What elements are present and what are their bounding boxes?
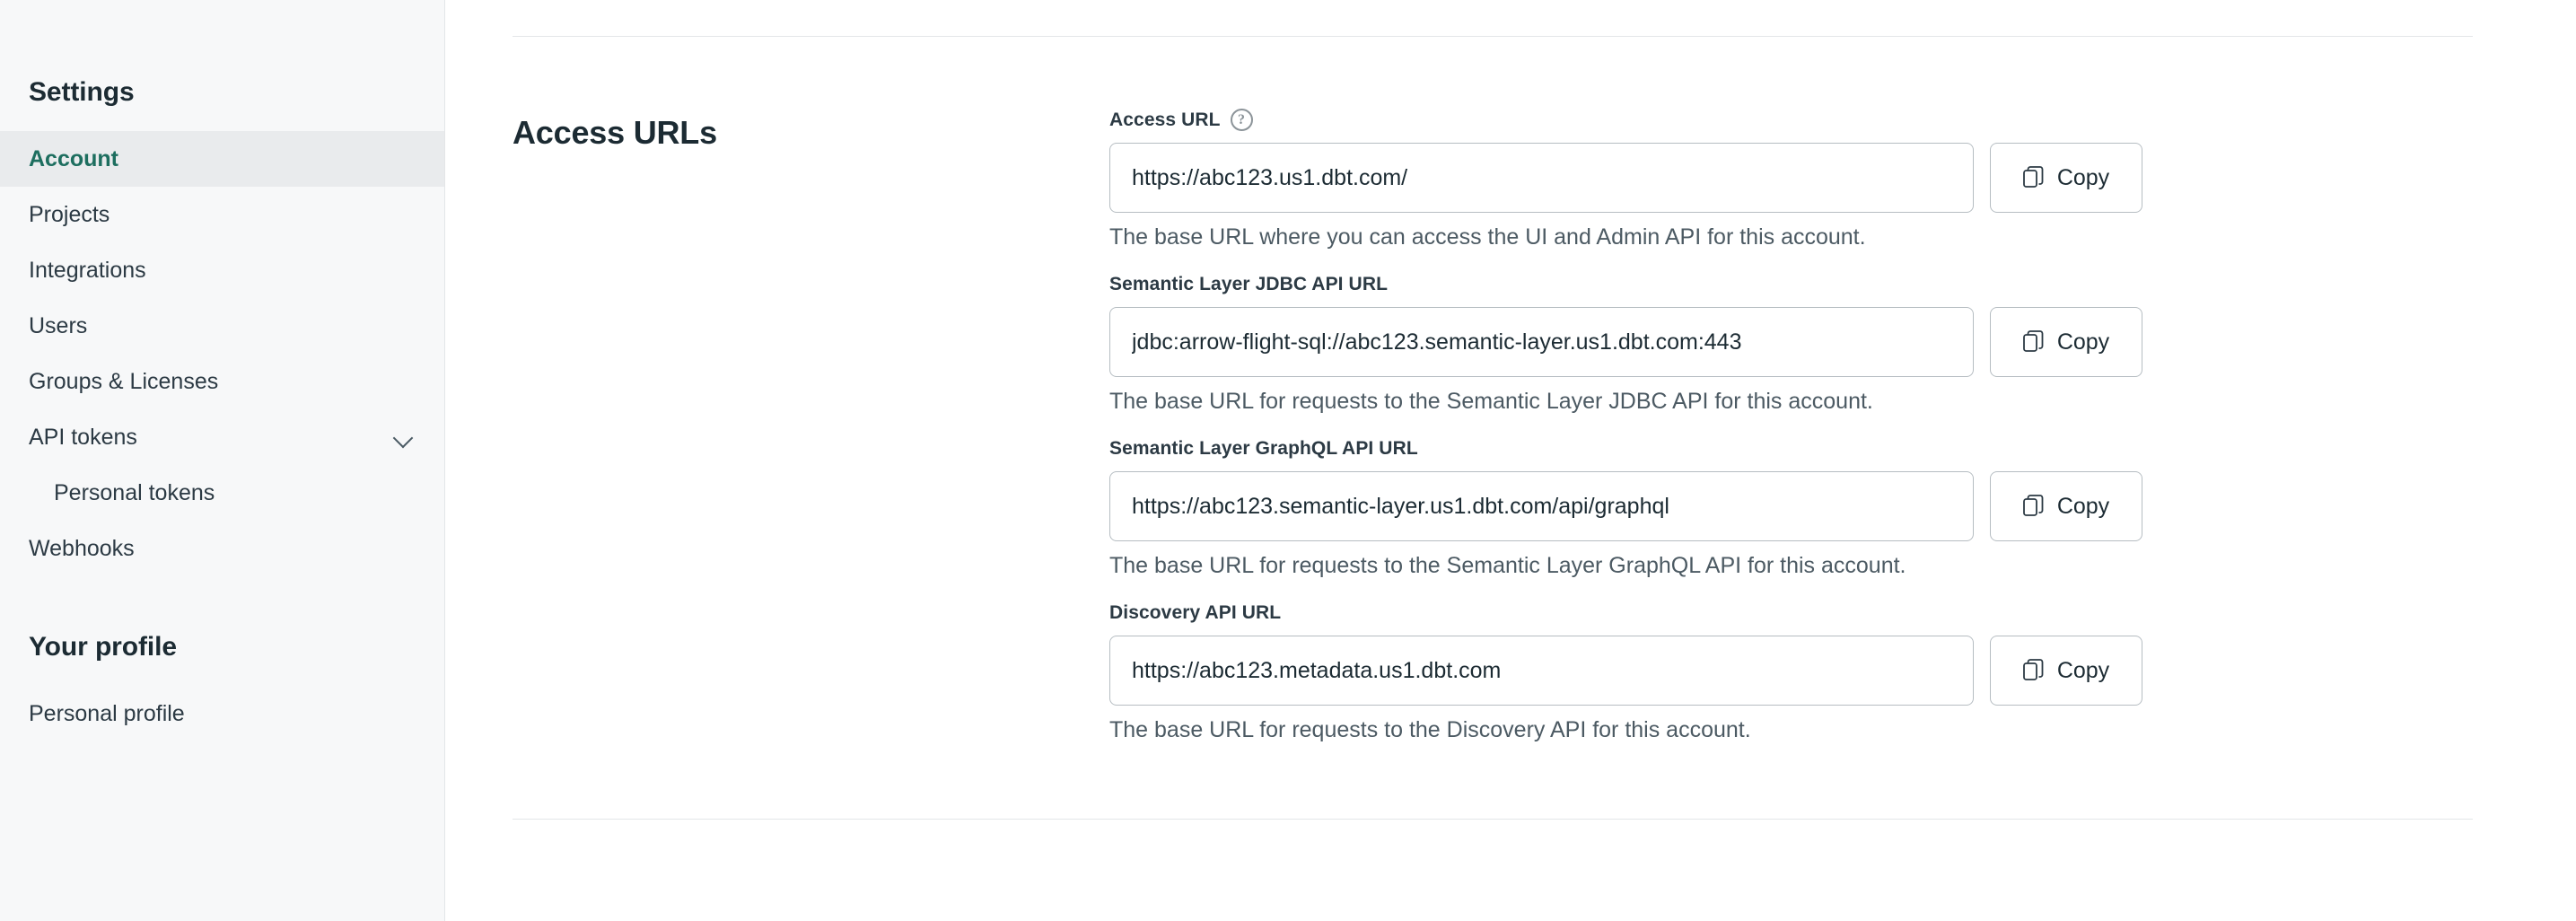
sidebar-item-label: Projects [29,201,110,227]
input-row [1109,471,2151,541]
sidebar-item-label: Personal profile [29,700,185,726]
copy-button-label: Copy [2056,493,2110,519]
copy-button[interactable] [1990,143,2142,213]
sidebar-profile-list [0,686,444,741]
input-row [1109,636,2151,706]
copy-icon [2023,495,2045,518]
field-description: The base URL where you can access the UI and Admin API for this account. [1109,224,1866,250]
sidebar-item-label: Groups & Licenses [29,368,219,394]
field-label [1109,109,2151,131]
sidebar-item-label: Personal tokens [54,479,215,505]
help-icon[interactable]: ? [1231,109,1253,131]
copy-button-label: Copy [2056,657,2110,683]
copy-button[interactable] [1990,636,2142,706]
chevron-down-icon[interactable] [392,425,416,449]
sidebar [0,0,445,921]
sidebar-item-integrations[interactable] [0,242,444,298]
field-label-text: Semantic Layer GraphQL API URL [1109,438,1418,459]
main-content [445,0,2576,921]
sidebar-item-api-tokens[interactable] [0,409,444,465]
field-label [1109,274,2151,295]
url-input[interactable] [1109,307,1974,377]
sidebar-item-projects[interactable] [0,187,444,242]
field-label-text: Discovery API URL [1109,602,1282,623]
copy-icon [2023,330,2045,354]
field-description: The base URL for requests to the Semantic Layer JDBC API for this account. [1109,389,1873,414]
field-block [1109,274,2151,415]
sidebar-title: Settings [29,77,135,107]
sidebar-item-groups-licenses[interactable] [0,354,444,409]
field-label [1109,602,2151,624]
sidebar-item-personal-profile[interactable] [0,686,444,741]
sidebar-item-label: API tokens [29,424,137,450]
sidebar-nav-list [0,131,444,576]
field-block [1109,109,2151,250]
copy-button[interactable] [1990,471,2142,541]
sidebar-item-label: Integrations [29,257,146,283]
sidebar-item-webhooks[interactable] [0,521,444,576]
field-label-text: Access URL [1109,109,1221,130]
field-description: The base URL for requests to the Discovery API for this account. [1109,717,1751,742]
url-input[interactable] [1109,471,1974,541]
url-input[interactable] [1109,636,1974,706]
sidebar-item-personal-tokens[interactable] [0,465,444,521]
page-title: Access URLs [513,114,717,151]
content-wrapper [445,36,2576,820]
copy-button[interactable] [1990,307,2142,377]
bottom-divider [513,819,2473,820]
sidebar-item-label: Account [29,145,118,171]
field-label-text: Semantic Layer JDBC API URL [1109,274,1389,294]
access-urls-section [513,37,2473,767]
copy-button-label: Copy [2056,164,2110,190]
sidebar-profile-title: Your profile [29,632,177,662]
sidebar-item-account[interactable] [0,131,444,187]
input-row [1109,307,2151,377]
sidebar-item-users[interactable] [0,298,444,354]
sidebar-item-label: Users [29,312,88,338]
access-urls-fields [1109,109,2151,767]
copy-icon [2023,659,2045,682]
input-row [1109,143,2151,213]
field-block [1109,602,2151,743]
field-label [1109,438,2151,460]
copy-icon [2023,166,2045,189]
field-block [1109,438,2151,579]
field-description: The base URL for requests to the Semantic Layer GraphQL API for this account. [1109,553,1906,578]
sidebar-item-label: Webhooks [29,535,135,561]
url-input[interactable] [1109,143,1974,213]
copy-button-label: Copy [2056,329,2110,355]
